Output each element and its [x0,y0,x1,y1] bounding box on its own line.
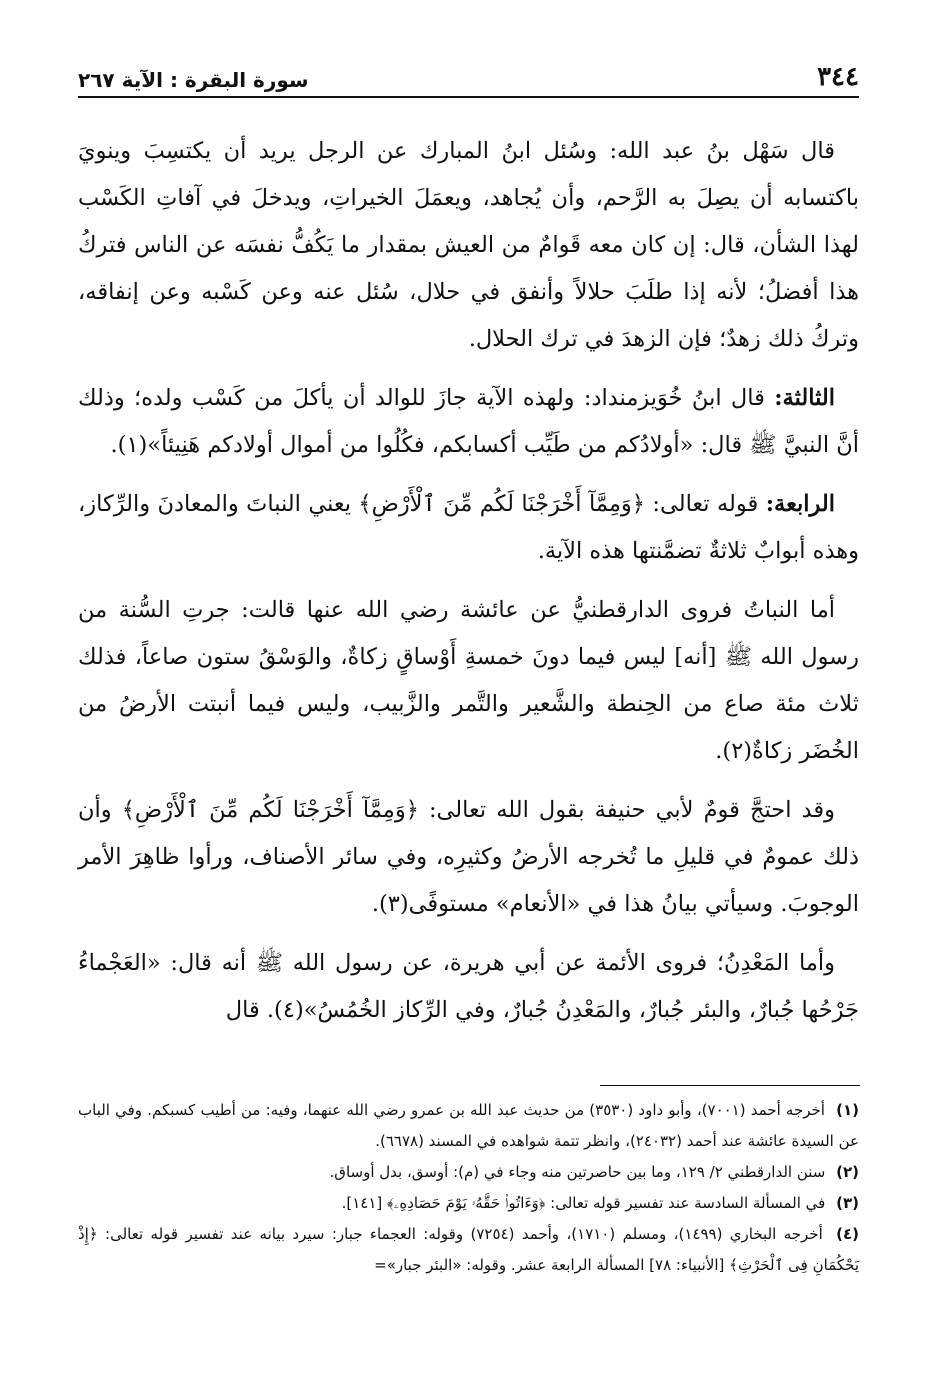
footnote-text: أخرجه أحمد (٧٠٠١)، وأبو داود (٣٥٣٠) من حديث عبد الله بن عمرو رضي الله عنهما، وفيه: من أطيب كسبكم. وفي الباب عن السيدة عائشة عند أحمد (٢٤٠٣٢)، وانظر تتمة شواهده في المسند (٦٦٧٨). [78,1101,859,1150]
footnote-divider [600,1085,860,1086]
paragraph-text: وأما المَعْدِنُ؛ فروى الأئمة عن أبي هريرة، عن رسول الله ﷺ أنه قال: «العَجْماءُ جَرْحُها جُبارٌ، والبئر جُبارٌ، والمَعْدِنُ جُبارٌ، وفي الرِّكاز الخُمُسُ»(٤). قال [78,950,859,1023]
paragraph [78,587,859,775]
paragraph [78,481,859,575]
paragraph-text: قال ابنُ خُوَيزمنداد: ولهذه الآية جازَ للوالد أن يأكلَ من كَسْب ولده؛ وذلك أنَّ النبيَّ ﷺ قال: «أولادُكم من طَيِّب أكسابكم، فكُلُوا من أموال أولادكم هَنِيئاً»(١). [78,385,859,458]
running-title: سورة البقرة : الآية ٢٦٧ [78,68,309,92]
issue-heading: الرابعة: [765,491,835,517]
paragraph [78,787,859,928]
footnote-number: (٣) [836,1194,859,1212]
paragraph-text: قال سَهْل بنُ عبد الله: وسُئل ابنُ المبارك عن الرجل يريد أن يكتسِبَ وينويَ باكتسابه أن يصِلَ به الرَّحم، وأن يُجاهد، ويعمَلَ الخيراتِ، ويدخلَ في آفاتِ الكَسْب لهذا الشأن، قال: إن كان معه قَوامٌ من العيش بمقدار ما يَكُفُّ نفسَه عن الناس فتركُ هذا أفضلُ؛ لأنه إذا طلَبَ حلالاً وأنفق في حلال، سُئل عنه وعن كَسْبه وعن إنفاقه، وتركُ ذلك زهدٌ؛ فإن الزهدَ في ترك الحلال. [78,138,859,352]
footnote [78,1219,859,1281]
paragraph-text: أما النباتُ فروى الدارقطنيُّ عن عائشة رضي الله عنها قالت: جرتِ السُّنة من رسول الله ﷺ [أنه] ليس فيما دونَ خمسةِ أَوْساقٍ زكاةٌ، والوَسْقُ ستون صاعاً، فذلك ثلاث مئة صاع من الحِنطة والشَّعير والتَّمر والزَّبيب، وليس فيما أنبتت الأرضُ من الخُضَر زكاةٌ(٢). [78,597,859,764]
page-number: ٣٤٤ [817,62,859,92]
footnote-number: (١) [836,1101,859,1119]
footnote [78,1095,859,1157]
page-header [78,58,859,98]
footnote-text: أخرجه البخاري (١٤٩٩)، ومسلم (١٧١٠)، وأحمد (٧٢٥٤) وقوله: العجماء جبار: سيرد بيانه عند تفسير قوله تعالى: ﴿إِذْ يَحْكُمَانِ فِى ٱلْحَرْثِ﴾ [الأنبياء: ٧٨] المسألة الرابعة عشر. وقوله: «البئر جبار»= [78,1225,859,1274]
footnote [78,1157,859,1188]
issue-heading: الثالثة: [774,385,835,411]
footnote-text: في المسألة السادسة عند تفسير قوله تعالى: ﴿وَءَاتُوا۟ حَقَّهُۥ يَوْمَ حَصَادِهِۦ﴾ [١٤١]. [341,1194,826,1212]
paragraph [78,940,859,1034]
paragraph [78,375,859,469]
main-text [78,128,859,1046]
footnote-number: (٤) [836,1225,860,1243]
footnotes [78,1095,859,1281]
paragraph [78,128,859,363]
paragraph-text: وقد احتجَّ قومٌ لأبي حنيفة بقول الله تعالى: ﴿وَمِمَّآ أَخْرَجْنَا لَكُم مِّنَ ٱلْأَرْضِ﴾ وأن ذلك عمومٌ في قليلِ ما تُخرجه الأرضُ وكثيرِه، وفي سائر الأصناف، ورأوا ظاهِرَ الأمر الوجوبَ. وسيأتي بيانُ هذا في «الأنعام» مستوفًى(٣). [78,797,859,917]
footnote [78,1188,859,1219]
footnote-text: سنن الدارقطني ٢/ ١٢٩، وما بين حاصرتين منه وجاء في (م): أوسق، بدل أوساق. [329,1163,826,1181]
paragraph-text: قوله تعالى: ﴿وَمِمَّآ أَخْرَجْنَا لَكُم مِّنَ ٱلْأَرْضِ﴾ يعني النباتَ والمعادنَ والرِّكاز، وهذه أبوابٌ ثلاثةٌ تضمَّنتها هذه الآية. [78,491,859,564]
footnote-number: (٢) [836,1163,859,1181]
